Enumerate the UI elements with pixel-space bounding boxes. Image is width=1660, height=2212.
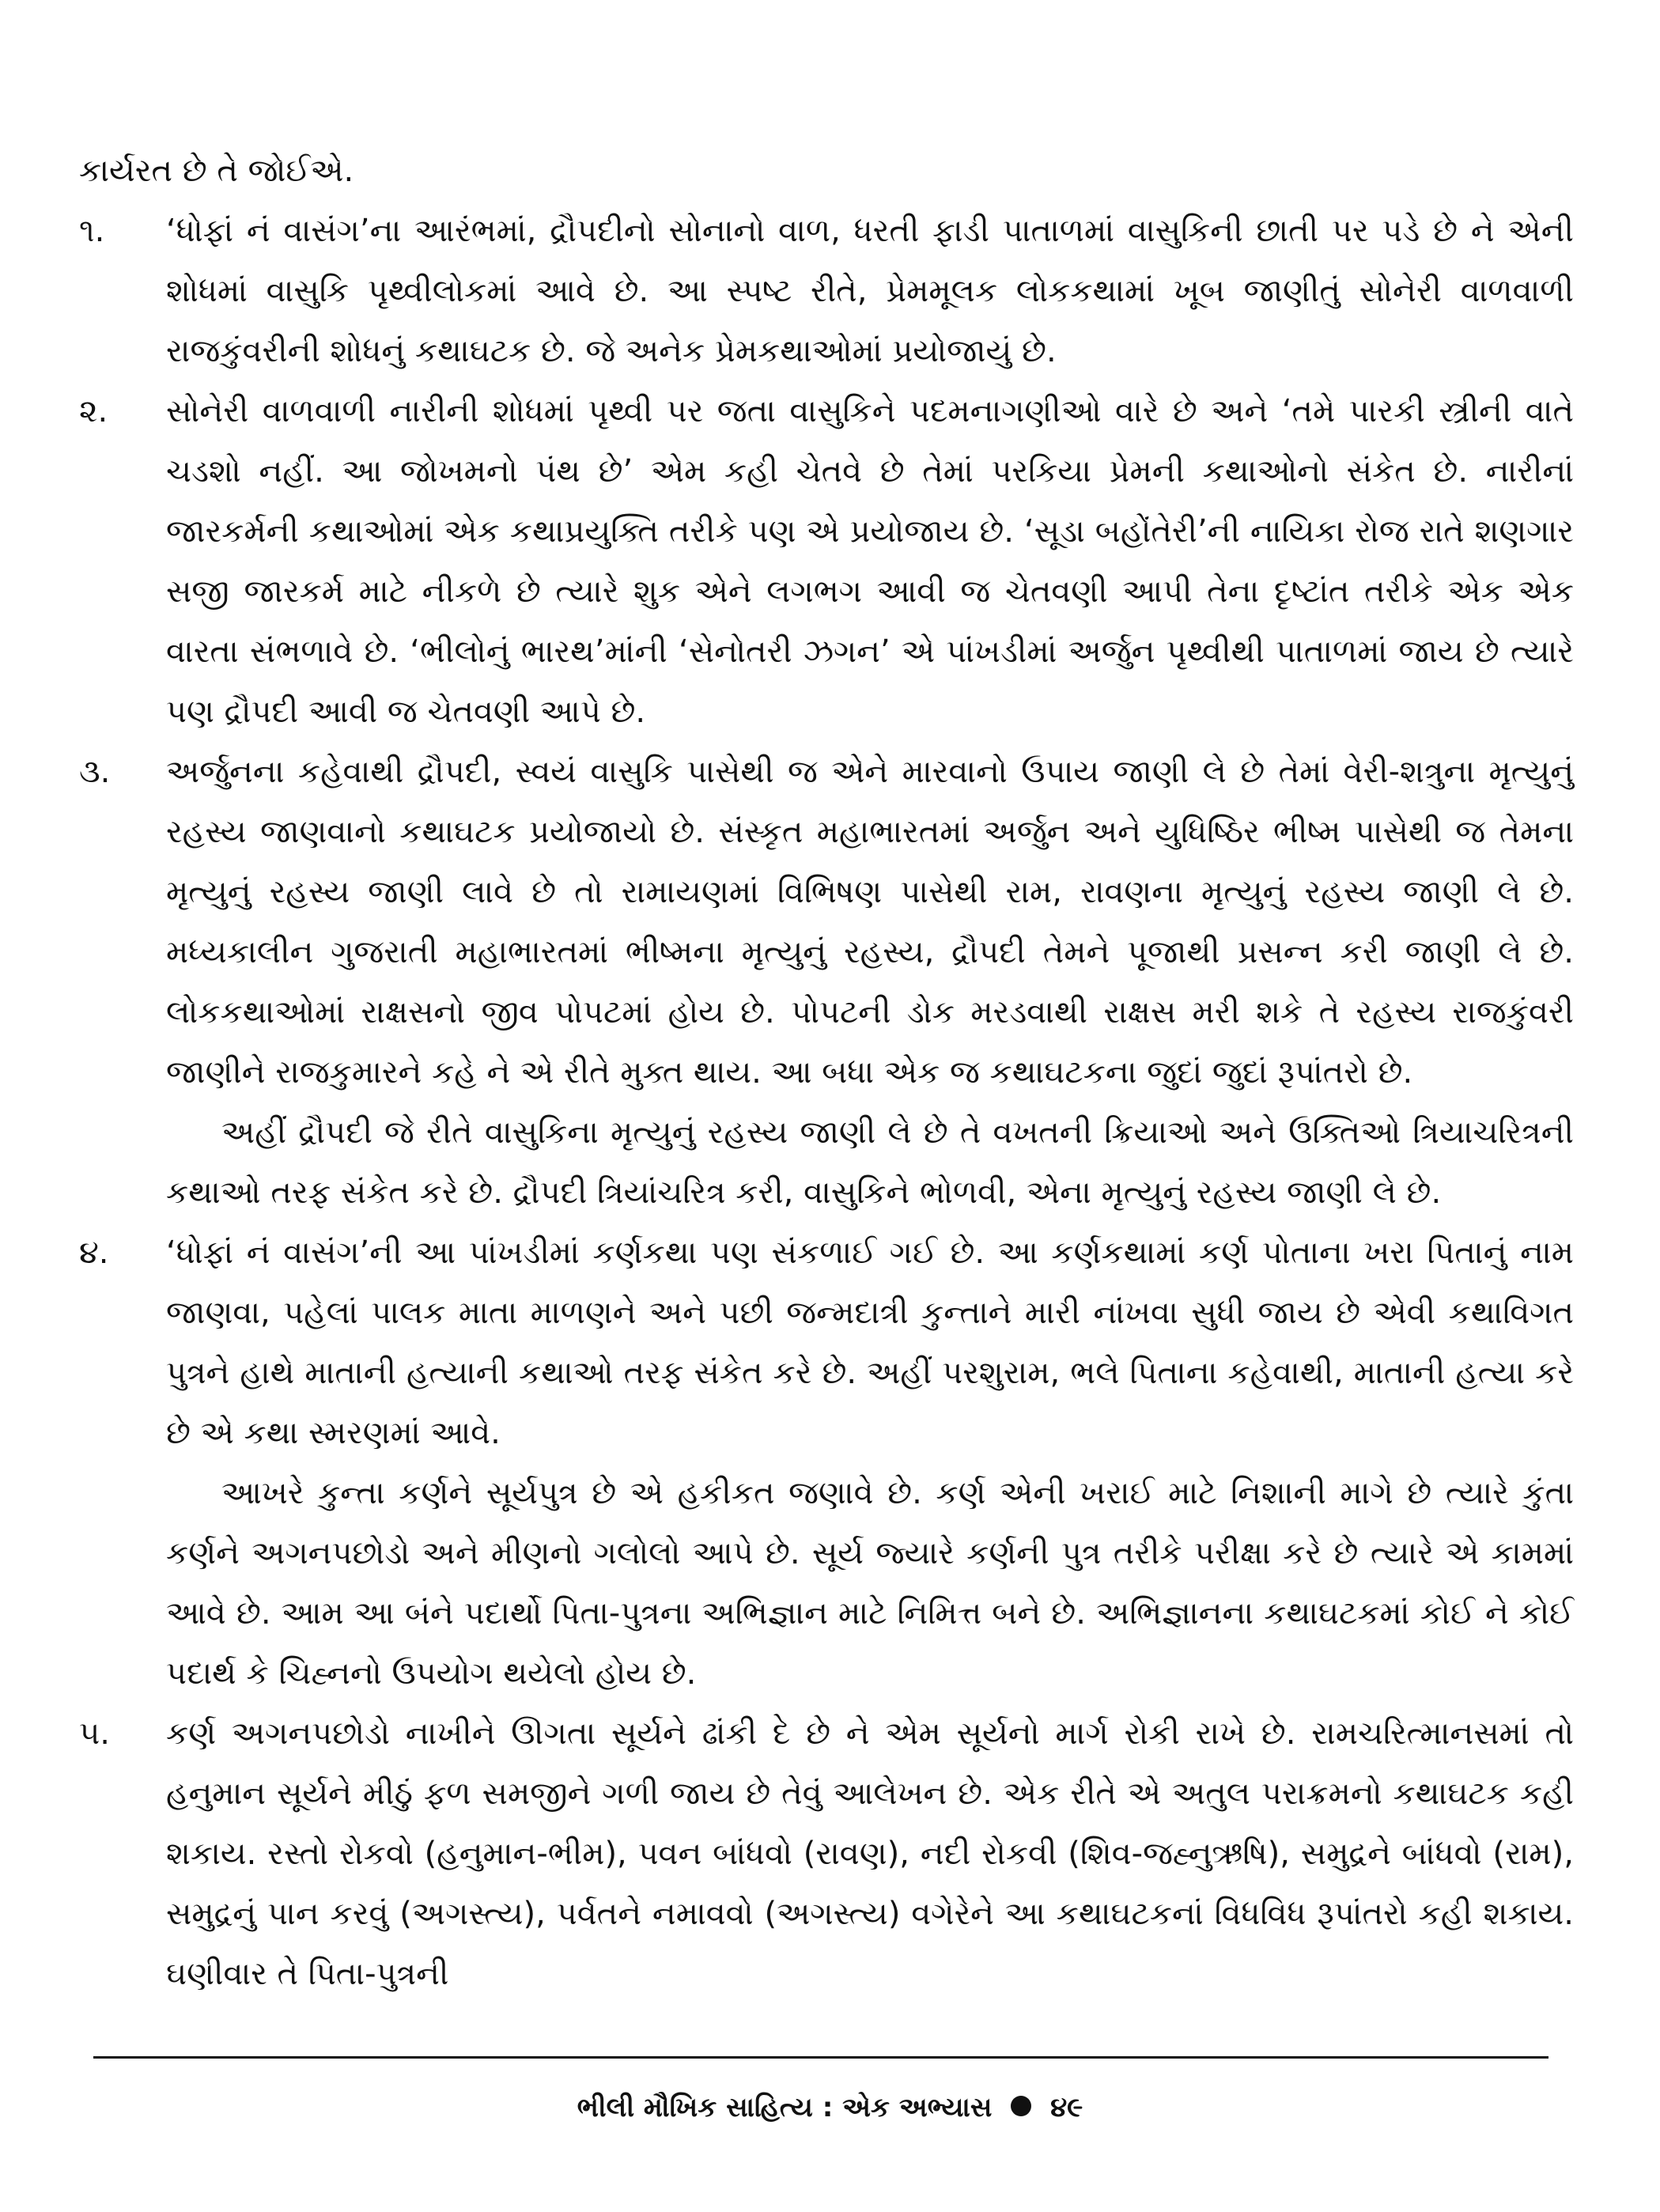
footer-divider xyxy=(93,2056,1548,2059)
paragraph: અર્જુનના કહેવાથી દ્રૌપદી, સ્વયં વાસુકિ પાસેથી જ એને મારવાનો ઉપાય જાણી લે છે તેમાં વેરી-શત્રુના મૃત્યુનું રહસ્ય જાણવાનો કથાઘટક પ્રયોજાયો છે. સંસ્કૃત મહાભારતમાં અર્જુન અને યુધિષ્ઠિર ભીષ્મ પાસેથી જ તેમના મૃત્યુનું રહસ્ય જાણી લાવે છે તો રામાયણમાં વિભિષણ પાસેથી રામ, રાવણના મૃત્યુનું રહસ્ય જાણી લે છે. મધ્યકાલીન ગુજરાતી મહાભારતમાં ભીષ્મના મૃત્યુનું રહસ્ય, દ્રૌપદી તેમને પૂજાથી પ્રસન્ન કરી જાણી લે છે. લોકકથાઓમાં રાક્ષસનો જીવ પોપટમાં હોય છે. પોપટની ડોક મરડવાથી રાક્ષસ મરી શકે તે રહસ્ય રાજકુંવરી જાણીને રાજકુમારને કહે ને એ રીતે મુક્ત થાય. આ બધા એક જ કથાઘટકના જુદાં જુદાં રૂપાંતરો છે. xyxy=(166,754,1574,1091)
item-number: ૫. xyxy=(79,1715,110,1752)
paragraph: સોનેરી વાળવાળી નારીની શોધમાં પૃથ્વી પર જતા વાસુકિને પદમનાગણીઓ વારે છે અને ‘તમે પારકી સ્ત્રીની વાતે ચડશો નહીં. આ જોખમનો પંથ છે’ એમ કહી ચેતવે છે તેમાં પરકિયા પ્રેમની કથાઓનો સંકેત છે. નારીનાં જારકર્મની કથાઓમાં એક કથાપ્રયુક્તિ તરીકે પણ એ પ્રયોજાય છે. ‘સૂડા બહોંતેરી’ની નાયિકા રોજ રાતે શણગાર સજી જારકર્મ માટે નીકળે છે ત્યારે શુક એને લગભગ આવી જ ચેતવણી આપી તેના દૃષ્ટાંત તરીકે એક એક વારતા સંભળાવે છે. ‘ભીલોનું ભારથ’માંની ‘સેનોતરી ઝગન’ એ પાંખડીમાં અર્જુન પૃથ્વીથી પાતાળમાં જાય છે ત્યારે પણ દ્રૌપદી આવી જ ચેતવણી આપે છે. xyxy=(166,393,1574,730)
page-footer xyxy=(0,2088,1660,2127)
paragraph: આખરે કુન્તા કર્ણને સૂર્યપુત્ર છે એ હકીકત જણાવે છે. કર્ણ એની ખરાઈ માટે નિશાની માગે છે ત્યારે કુંતા કર્ણને અગનપછોડો અને મીણનો ગલોલો આપે છે. સૂર્ય જ્યારે કર્ણની પુત્ર તરીકે પરીક્ષા કરે છે ત્યારે એ કામમાં આવે છે. આમ આ બંને પદાર્થો પિતા-પુત્રના અભિજ્ઞાન માટે નિમિત્ત બને છે. અભિજ્ઞાનના કથાઘટકમાં કોઈ ને કોઈ પદાર્થ કે ચિહ્નનો ઉપયોગ થયેલો હોય છે. xyxy=(166,1475,1574,1692)
item-number: ૪. xyxy=(79,1235,109,1271)
list-item-4 xyxy=(79,1223,1574,1703)
item-number: ૩. xyxy=(79,754,111,790)
paragraph: ‘ધોફાં નં વાસંગ’ની આ પાંખડીમાં કર્ણકથા પણ સંકળાઈ ગઈ છે. આ કર્ણકથામાં કર્ણ પોતાના ખરા પિતાનું નામ જાણવા, પહેલાં પાલક માતા માળણને અને પછી જન્મદાત્રી કુન્તાને મારી નાંખવા સુધી જાય છે એવી કથાવિગત પુત્રને હાથે માતાની હત્યાની કથાઓ તરફ સંકેત કરે છે. અહીં પરશુરામ, ભલે પિતાના કહેવાથી, માતાની હત્યા કરે છે એ કથા સ્મરણમાં આવે. xyxy=(166,1235,1574,1451)
list-item-3 xyxy=(79,742,1574,1223)
paragraph: ‘ધોફાં નં વાસંગ’ના આરંભમાં, દ્રૌપદીનો સોનાનો વાળ, ધરતી ફાડી પાતાળમાં વાસુકિની છાતી પર પડે છે ને એની શોધમાં વાસુકિ પૃથ્વીલોકમાં આવે છે. આ સ્પષ્ટ રીતે, પ્રેમમૂલક લોકકથામાં ખૂબ જાણીતું સોનેરી વાળવાળી રાજકુંવરીની શોધનું કથાઘટક છે. જે અનેક પ્રેમકથાઓમાં પ્રયોજાયું છે. xyxy=(166,213,1574,369)
list-item-2 xyxy=(79,381,1574,742)
list-item-5 xyxy=(79,1703,1574,2004)
intro-line: કાર્યરત છે તે જોઈએ. xyxy=(79,153,354,189)
item-number: ૨. xyxy=(79,393,108,429)
page-number: ૪૯ xyxy=(1050,2092,1083,2123)
list-item-1 xyxy=(79,201,1574,381)
paragraph: કર્ણ અગનપછોડો નાખીને ઊગતા સૂર્યને ઢાંકી દે છે ને એમ સૂર્યનો માર્ગ રોકી રાખે છે. રામચરિત્માનસમાં તો હનુમાન સૂર્યને મીઠું ફળ સમજીને ગળી જાય છે તેવું આલેખન છે. એક રીતે એ અતુલ પરાક્રમનો કથાઘટક કહી શકાય. રસ્તો રોકવો (હનુમાન-ભીમ), પવન બાંધવો (રાવણ), નદી રોકવી (શિવ-જહ્નુઋષિ), સમુદ્રને બાંધવો (રામ), સમુદ્રનું પાન કરવું (અગસ્ત્ય), પર્વતને નમાવવો (અગસ્ત્ય) વગેરેને આ કથાઘટકનાં વિધવિધ રૂપાંતરો કહી શકાય. ઘણીવાર તે પિતા-પુત્રની xyxy=(166,1715,1574,1992)
body-text xyxy=(79,141,1574,2004)
item-number: ૧. xyxy=(79,213,105,249)
bullet-icon xyxy=(1011,2096,1031,2116)
paragraph: અહીં દ્રૌપદી જે રીતે વાસુકિના મૃત્યુનું રહસ્ય જાણી લે છે તે વખતની ક્રિયાઓ અને ઉક્તિઓ ત્રિયાચરિત્રની કથાઓ તરફ સંકેત કરે છે. દ્રૌપદી ત્રિયાંચરિત્ર કરી, વાસુકિને ભોળવી, એના મૃત્યુનું રહસ્ય જાણી લે છે. xyxy=(166,1114,1574,1211)
footer-title: ભીલી મૌખિક સાહિત્ય : એક અભ્યાસ xyxy=(577,2092,993,2123)
